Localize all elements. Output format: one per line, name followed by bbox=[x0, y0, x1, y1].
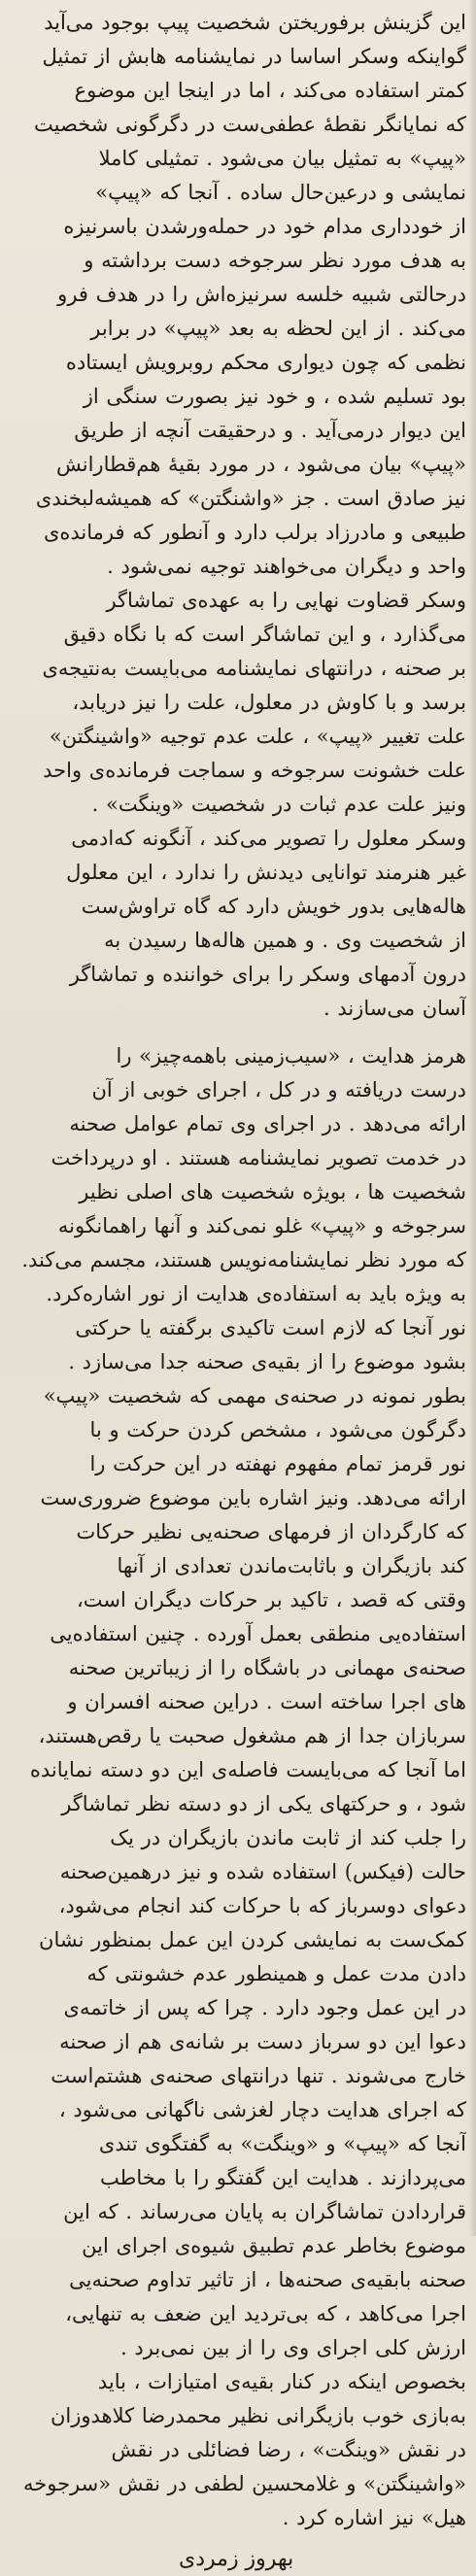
article-line: قراردادن تماشاگران به پایان می‌رساند . که این bbox=[63, 2200, 466, 2223]
article-line: شود ، و حرکتهای یکی از دو دسته نظر تماشاگر bbox=[61, 1792, 466, 1815]
article-line: هاله‌هایی بدور خویش دارد که گاه تراوش‌ست bbox=[81, 895, 466, 918]
article-line: بخصوص اینکه در کنار بقیه‌ی امتیازات ، باید bbox=[97, 2370, 466, 2393]
article-line: آسان می‌سازند . bbox=[323, 997, 466, 1020]
article-line: از خودداری مدام خود در حمله‌ورشدن باسرنیزه bbox=[63, 215, 466, 238]
article-line: به هدف مورد نظر سرجوخه دست برداشته و bbox=[84, 249, 466, 272]
article-paragraph-1 bbox=[14, 6, 466, 1026]
article-line: «پیپ» به تمثیل بیان می‌شود . تمثیلی کاملا bbox=[98, 147, 466, 170]
article-line: سربازان جدا از هم مشغول صحبت یا رقص‌هستند، bbox=[38, 1724, 466, 1747]
article-line: نمایشی و درعین‌حال ساده . آنجا که «پیپ» bbox=[95, 181, 466, 204]
article-line: بر صحنه ، درانتهای نمایشنامه می‌بایست به‌نتیجه‌ی bbox=[42, 657, 466, 680]
article-line: گواینکه وسکر اساسا در نمایشنامه هابش از تمثیل bbox=[42, 45, 466, 68]
article-line: دعوای دوسرباز که با حرکات کند انجام می‌شود، bbox=[58, 1894, 466, 1917]
article-line: که نمایانگر نقطهٔ عطفی‌ست در دگرگونی شخصیت bbox=[34, 113, 466, 136]
article-line: شخصیت ها ، بویژه شخصیت های اصلی نظیر bbox=[79, 1180, 466, 1203]
article-line: استفاده‌یی منطقی بعمل آورده . چنین استفاده‌یی bbox=[50, 1622, 466, 1645]
article-line: دادن مدت عمل و همینطور عدم خشونتی که bbox=[86, 1962, 466, 1985]
article-line: ونیز علت عدم ثبات در شخصیت «وینگت» . bbox=[91, 793, 466, 816]
article-line: حالت (فیکس) استفاده شده و نیز درهمین‌صحنه bbox=[59, 1860, 466, 1883]
page-edge-shadow bbox=[468, 0, 476, 2236]
article-line: بشود موضوع را از بقیه‌ی صحنه جدا می‌سازد . bbox=[68, 1350, 466, 1373]
paragraph-gap bbox=[14, 1026, 466, 1039]
article-line: که اجرای هدایت دچار لغزشی ناگهانی می‌شود ، bbox=[58, 2098, 466, 2121]
article-line: وسکر قضاوت نهایی را به عهده‌ی تماشاگر bbox=[106, 589, 466, 612]
article-line: «پیپ» بیان می‌شود ، در مورد بقیهٔ هم‌قطارانش bbox=[55, 453, 466, 476]
article-line: به ویژه باید به استفاده‌ی هدایت از نور اشاره‌کرد. bbox=[46, 1282, 466, 1305]
article-line: سرجوخه و «پیپ» غلو نمی‌کند و آنها راهمانگونه bbox=[57, 1214, 466, 1237]
article-line: خارج می‌شوند . تنها درانتهای صحنه‌ی هشتم‌است bbox=[51, 2064, 466, 2087]
article-line: نور قرمز تمام مفهوم نهفته در این حرکت را bbox=[89, 1452, 466, 1475]
article-line: بطور نمونه در صحنه‌ی مهمی که شخصیت «پیپ» bbox=[43, 1384, 466, 1407]
article-paragraph-2 bbox=[14, 1039, 466, 2535]
article-line: نظمی که چون دیواری محکم روبرویش ایستاده bbox=[65, 351, 466, 374]
article-line: برسد و با کاوش در معلول، علت را نیز دریابد، bbox=[72, 691, 466, 714]
article-line: درست دریافته و در کل ، اجرای خوبی از آن bbox=[91, 1078, 466, 1102]
article-line: در این عمل وجود دارد . چرا که پس از خاتمه‌ی bbox=[63, 1996, 466, 2019]
article-line: کمک‌ست به نمایشی کردن این عمل بمنظور نشان bbox=[39, 1928, 466, 1951]
article-line: نیز صادق است . جز «واشنگتن» که همیشه‌لبخندی bbox=[35, 487, 466, 510]
article-line: آنجا که «پیپ» و «وینگت» به گفتگوی تندی bbox=[98, 2132, 466, 2155]
article-line: علت تغییر «پیپ» ، علت عدم توجیه «واشینگتن» bbox=[49, 725, 466, 748]
article-line: در خدمت تصویر نمایشنامه هستند . او درپرداخت bbox=[51, 1146, 466, 1169]
article-line: طبیعی و مادرزاد برلب دارد و آنطور که فرمانده‌ی bbox=[43, 521, 466, 544]
article-line: وسکر معلول را تصویر می‌کند ، آنگونه که‌ادمی bbox=[71, 827, 466, 850]
article-line: این دیوار درمی‌آید . و درحقیقت آنچه از طریق bbox=[74, 419, 466, 442]
article-line: که مورد نظر نمایشنامه‌نویس هستند، مجسم می‌کند. bbox=[21, 1248, 466, 1271]
article-line: های اجرا ساخته است . دراین صحنه افسران و bbox=[67, 1690, 466, 1713]
article-line: ارزش کلی اجرای وی را از بین نمی‌برد . bbox=[120, 2336, 466, 2359]
article-line: از شخصیت وی . و همین هاله‌ها رسیدن به bbox=[104, 929, 466, 952]
article-line: غیر هنرمند توانایی دیدنش را ندارد ، این معلول bbox=[66, 861, 466, 884]
article-line: در نقش «وینگت» ، رضا فضائلی در نقش bbox=[111, 2438, 466, 2461]
article-line: کند بازیگران و باثابت‌ماندن تعدادی از آنها bbox=[117, 1554, 466, 1577]
article-line: که کارگردان از فرمهای صحنه‌یی نظیر حرکات bbox=[76, 1520, 466, 1543]
article-line: علت خشونت سرجوخه و سماجت فرمانده‌ی واحد bbox=[43, 759, 466, 782]
article-line: می‌پردازند . هدایت این گفتگو را با مخاطب bbox=[99, 2166, 466, 2189]
article-line: واحد و دیگران می‌خواهند توجیه نمی‌شود . bbox=[107, 555, 466, 578]
article-line: وقتی که قصد ، تاکید بر حرکات دیگران است، bbox=[77, 1588, 466, 1611]
article-line: موضوع بخاطر عدم تطبیق شیوه‌ی اجرای این bbox=[82, 2234, 466, 2257]
article-line: نور آنجا که لازم است تاکیدی برگفته یا حرکتی bbox=[75, 1316, 466, 1339]
article-line: هیل» نیز اشاره کرد . bbox=[282, 2506, 466, 2529]
article-line: هرمز هدایت ، «سیب‌زمینی باهمه‌چیز» را bbox=[116, 1044, 466, 1068]
article-line: دعوا این دو سرباز دست بر شانه‌ی هم از صحنه bbox=[59, 2030, 466, 2053]
article-line: ارائه می‌دهد . در اجرای وی تمام عوامل صحنه bbox=[69, 1112, 466, 1135]
article-line: این گزینش برفوریختن شخصیت پیپ بوجود می‌آید bbox=[44, 11, 466, 34]
article-line: اما آنجا که می‌بایست فاصله‌ی این دو دسته نمایانده bbox=[29, 1758, 466, 1781]
article-line: کمتر استفاده می‌کند ، اما در اینجا این موضوع bbox=[74, 79, 466, 102]
article-line: به‌بازی خوب بازیگرانی نظیر محمدرضا کلاهدوزان bbox=[51, 2404, 466, 2427]
article-line: صحنه بابقیه‌ی صحنه‌ها ، از تاثیر تداوم صحنه‌یی bbox=[69, 2268, 466, 2291]
article-line: بود تسلیم شده ، و خود نیز بصورت سنگی از bbox=[83, 385, 466, 408]
article-line: می‌گذارد ، و این تماشاگر است که با نگاه دقیق bbox=[63, 623, 466, 646]
author-signature: بهروز زمردی bbox=[179, 2547, 294, 2571]
article-line: «واشینگتن» و غلامحسین لطفی در نقش «سرجوخه bbox=[22, 2472, 466, 2495]
article-line: ارائه می‌دهد. ونیز اشاره باین موضوع ضروری‌ست bbox=[40, 1486, 466, 1509]
article-line: را جلب کند از ثابت ماندن بازیگران در یک bbox=[110, 1826, 466, 1849]
article-line: دگرگون می‌شود ، مشخص کردن حرکت و با bbox=[89, 1418, 466, 1441]
article-line: می‌کند . از این لحظه به بعد «پیپ» در برابر bbox=[90, 317, 466, 340]
article-line: صحنه‌ی مهمانی در باشگاه را از زیباترین صحنه bbox=[68, 1656, 466, 1679]
article-line: درون آدمهای وسکر را برای خواننده و تماشاگر bbox=[69, 963, 466, 986]
article-line: اجرا می‌کاهد ، که بی‌تردید این ضعف به تنهایی، bbox=[65, 2302, 466, 2325]
article-line: درحالتی شبیه خلسه سرنیزه‌اش را در هدف فرو bbox=[57, 283, 466, 306]
